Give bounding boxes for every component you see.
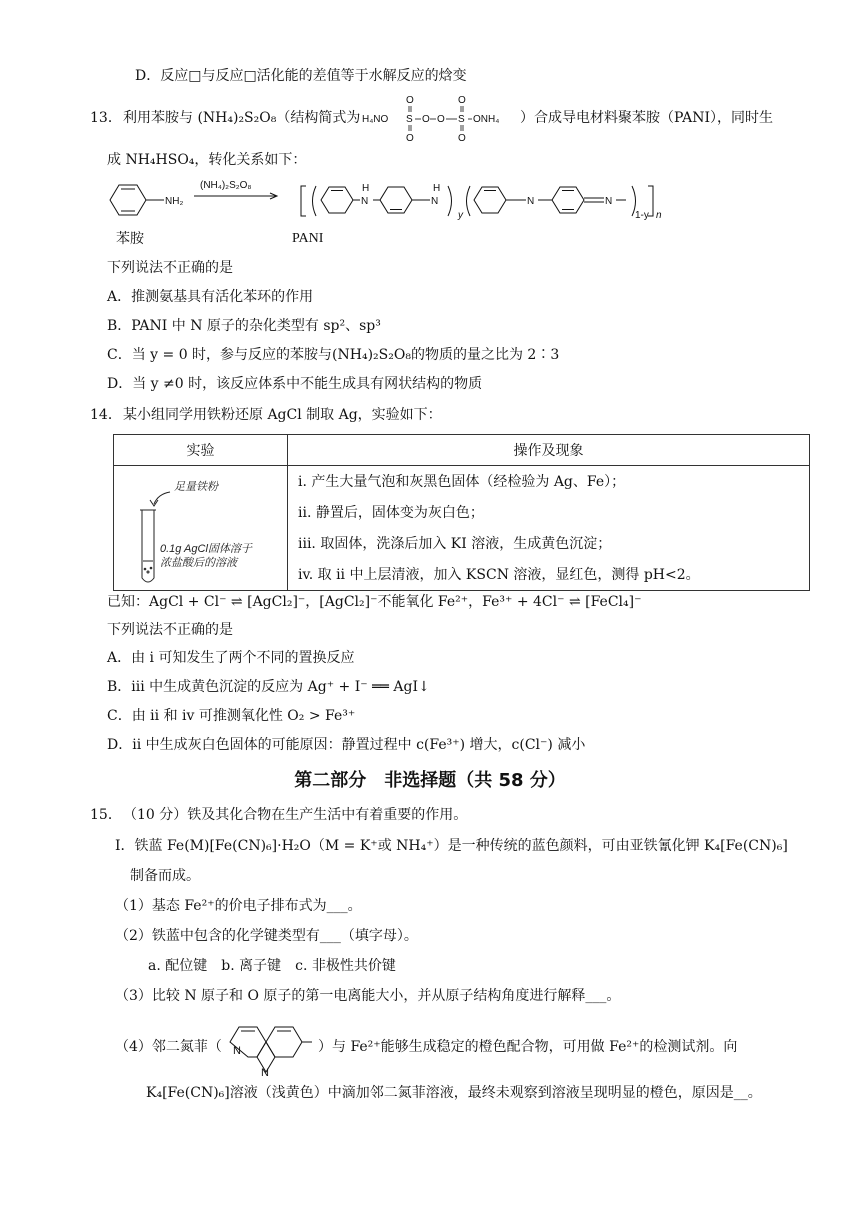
q14-option-d: D．ii 中生成灰白色固体的可能原因：静置过程中 c(Fe³⁺) 增大，c(Cl⁻) 减小 [107, 737, 586, 753]
q15-stem: （10 分）铁及其化合物在生产生活中有着重要的作用。 [123, 807, 468, 823]
q15-sub1: （1）基态 Fe²⁺的价电子排布式为___。 [115, 898, 362, 914]
subscript-one-minus-y: 1-y [635, 210, 649, 221]
svg-text:N: N [605, 196, 613, 207]
svg-text:N: N [233, 1045, 241, 1057]
operation-iv: iv. 取 ii 中上层清液，加入 KSCN 溶液，显红色，测得 pH<2。 [298, 566, 700, 583]
sulfur-left: S [406, 114, 413, 125]
q15-sub4-part-b: ）与 Fe²⁺能够生成稳定的橙色配合物，可用做 Fe²⁺的检测试剂。向 [318, 1039, 738, 1055]
q13-option-a: A．推测氨基具有活化苯环的作用 [107, 289, 314, 305]
q15-sub4-part-a: （4）邻二氮菲（ [115, 1039, 222, 1055]
q13-number: 13． [90, 110, 122, 126]
q14-question: 下列说法不正确的是 [107, 622, 233, 638]
q14-number: 14． [90, 407, 122, 423]
persulfate-right-group: ONH₄ [473, 114, 500, 125]
solution-label-1: 0.1g AgCl固体溶于 [160, 543, 252, 555]
iron-powder-label: 足量铁粉 [174, 481, 218, 493]
q15-sub3: （3）比较 N 原子和 O 原子的第一电离能大小，并从原子结构角度进行解释___。 [115, 988, 621, 1004]
svg-text:O: O [406, 95, 414, 106]
svg-text:O: O [406, 133, 414, 142]
operation-i: i. 产生大量气泡和灰黑色固体（经检验为 Ag、Fe）； [298, 473, 626, 490]
q13-stem-part1b: ）合成导电材料聚苯胺（PANI），同时生 [520, 110, 774, 126]
svg-text:N: N [527, 196, 535, 207]
q15-intro-line1: I．铁蓝 Fe(M)[Fe(CN)₆]·H₂O（M = K⁺或 NH₄⁺）是一种传统的蓝色颜料，可由亚铁氰化钾 K₄[Fe(CN)₆] [115, 838, 788, 854]
q13-question: 下列说法不正确的是 [107, 260, 233, 276]
q14-option-a: A．由 i 可知发生了两个不同的置换反应 [107, 650, 355, 666]
operations-cell [288, 466, 810, 591]
part2-title: 第二部分 非选择题（共 58 分） [294, 770, 566, 791]
experiment-figure-cell [114, 466, 288, 591]
svg-text:O: O [458, 133, 466, 142]
aniline-label: 苯胺 [116, 231, 144, 247]
q13-option-d: D．当 y ≠0 时，该反应体系中不能生成具有网状结构的物质 [107, 376, 483, 392]
q14-option-c: C．由 ii 和 iv 可推测氧化性 O₂ > Fe³⁺ [107, 708, 356, 724]
q15-sub2-choices: a. 配位键 b. 离子键 c. 非极性共价键 [148, 958, 396, 974]
svg-text:O: O [437, 114, 445, 125]
pani-label: PANI [292, 231, 324, 246]
svg-text:N: N [361, 196, 369, 207]
q13-option-c: C．当 y = 0 时，参与反应的苯胺与(NH₄)₂S₂O₈的物质的量之比为 2∶3 [107, 347, 560, 363]
pani-reaction-scheme [100, 172, 680, 228]
q13-stem-part2: 成 NH₄HSO₄，转化关系如下： [107, 152, 307, 168]
svg-text:O: O [458, 95, 466, 106]
q13-stem-part1: 利用苯胺与 (NH₄)₂S₂O₈（结构简式为 [123, 110, 361, 126]
operation-ii: ii. 静置后，固体变为灰白色； [298, 504, 484, 521]
q15-sub4-line2: K₄[Fe(CN)₆]溶液（浅黄色）中滴加邻二氮菲溶液，最终未观察到溶液呈现明显的橙色，原因是__。 [146, 1085, 762, 1101]
q14-stem: 某小组同学用铁粉还原 AgCl 制取 Ag，实验如下： [123, 407, 442, 423]
svg-text:N: N [261, 1067, 269, 1078]
q14-known: 已知：AgCl + Cl⁻ ⇌ [AgCl₂]⁻，[AgCl₂]⁻不能氧化 Fe²⁺，Fe³⁺ + 4Cl⁻ ⇌ [FeCl₄]⁻ [107, 594, 642, 610]
q13-option-b: B．PANI 中 N 原子的杂化类型有 sp²、sp³ [107, 318, 381, 334]
svg-text:N: N [431, 196, 439, 207]
q12-option-d: D．反应□与反应□活化能的差值等于水解反应的焓变 [135, 68, 467, 84]
header-operations: 操作及现象 [288, 435, 810, 466]
operation-iii: iii. 取固体，洗涤后加入 KI 溶液，生成黄色沉淀； [298, 535, 612, 552]
persulfate-left-group: H₄NO [362, 114, 389, 125]
q14-option-b: B．iii 中生成黄色沉淀的反应为 Ag⁺ + I⁻ ══ AgI↓ [107, 679, 430, 695]
svg-text:O: O [422, 114, 430, 125]
q15-number: 15． [90, 807, 122, 823]
svg-text:H: H [362, 183, 370, 194]
phenanthroline-structure [226, 1014, 318, 1078]
subscript-y: y [458, 210, 463, 221]
experiment-table [113, 434, 810, 591]
svg-text:H: H [433, 183, 441, 194]
sulfur-right: S [458, 114, 465, 125]
solution-label-2: 浓盐酸后的溶液 [160, 557, 237, 569]
test-tube-figure [114, 466, 286, 590]
q15-intro-line2: 制备而成。 [130, 868, 200, 884]
subscript-n: n [656, 210, 662, 221]
q15-sub2: （2）铁蓝中包含的化学键类型有___（填字母）。 [115, 928, 418, 944]
persulfate-structure [360, 94, 520, 142]
amine-group-label: NH₂ [165, 196, 184, 207]
header-experiment: 实验 [114, 435, 288, 466]
reagent-label: (NH₄)₂S₂O₈ [200, 180, 252, 191]
